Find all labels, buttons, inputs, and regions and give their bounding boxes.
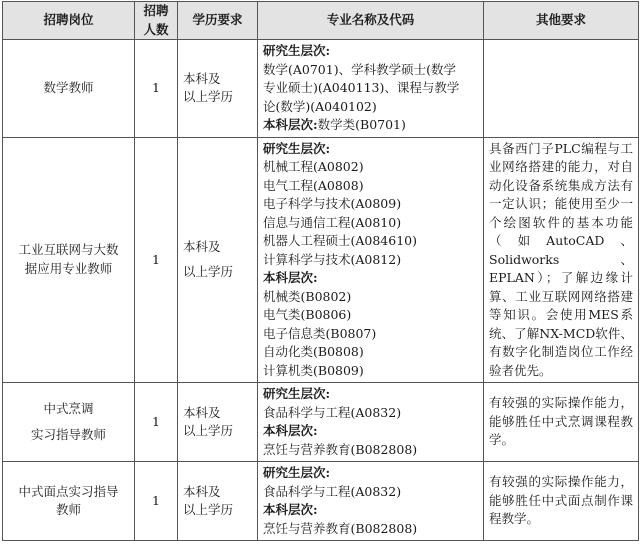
major-line: 机械类(B0802) [263,288,352,304]
major-line: 电气类(B0806) [263,307,352,322]
major-line: 计算机类(B0809) [263,362,364,378]
position-text: 中式面点实习指导 [18,483,119,499]
position-cell [3,462,135,541]
table-row [3,383,639,462]
major-line: 烹饪与营养教育(B082808) [263,441,418,457]
position-text: 工业互联网与大数 [18,242,119,258]
major-inline-value: 数学类(B0701) [317,117,406,132]
education-cell [178,40,258,138]
count-cell: 1 [135,383,178,462]
major-level-label: 研究生层次: [263,386,331,401]
header-count-line: 招聘 [143,3,169,18]
major-level-label: 本科层次: [263,502,318,517]
education-text: 以上学历 [183,423,234,438]
count-cell: 1 [135,137,178,383]
other-cell: 有较强的实际操作能力，能够胜任中式烹调课程教学。 [484,383,639,462]
major-line: 自动化类(B0808) [263,344,364,359]
major-line: 烹饪与营养教育(B082808) [263,520,418,536]
position-cell [3,137,135,383]
major-level-label: 研究生层次: [263,465,331,480]
education-cell [178,462,258,541]
education-text: 本科及 [183,70,221,86]
major-line: 电子信息类(B0807) [263,325,377,341]
major-line: 专业硕士)(A040113)、课程与教学 [263,80,460,95]
header-row [3,2,639,40]
major-cell [258,383,484,462]
header-major: 专业名称及代码 [258,2,484,40]
header-education: 学历要求 [178,2,258,40]
education-text: 以上学历 [183,263,234,279]
count-cell: 1 [135,462,178,541]
education-text: 以上学历 [183,502,234,517]
education-cell [178,383,258,462]
other-cell [484,40,639,138]
major-cell [258,137,484,383]
recruitment-table [2,1,639,541]
header-other: 其他要求 [484,2,639,40]
education-cell [178,137,258,383]
major-line: 电子科学与技术(A0809) [263,196,402,211]
major-line: 计算科学与技术(A0812) [263,251,402,267]
position-text: 教师 [55,502,81,517]
table-row [3,137,639,383]
major-line: 机器人工程硕士(A084610) [263,233,417,248]
education-text: 本科及 [183,404,221,420]
major-cell [258,40,484,138]
other-cell: 有较强的实际操作能力，能够胜任中式面点制作课程教学。 [484,462,639,541]
other-cell: 具备西门子PLC编程与工业网络搭建的能力，对自动化设备系统集成方法有一定认识；能使用至少一个绘图软件的基本功能（如AutoCAD、Solidworks、EPLAN）；了解边缘计算、工业互联网网络搭建等知识。会使用MES系统、了解NX-MCD软件、有数字化制造岗位工作经验者优先。 [484,137,639,383]
table-header [3,2,639,40]
major-line: 食品科学与工程(A0832) [263,483,402,499]
major-line: 论(数学)(A040102) [263,98,377,114]
header-count-line: 人数 [143,21,169,37]
major-level-label: 研究生层次: [263,43,331,58]
major-line: 信息与通信工程(A0810) [263,214,402,230]
position-text: 实习指导教师 [30,427,106,442]
major-level-label: 本科层次: [263,117,318,132]
education-text: 以上学历 [183,89,234,105]
header-position: 招聘岗位 [3,2,135,40]
count-cell: 1 [135,40,178,138]
major-line: 机械工程(A0802) [263,159,364,174]
major-line: 电气工程(A0808) [263,177,364,193]
major-level-label: 研究生层次: [263,140,331,156]
major-line: 食品科学与工程(A0832) [263,404,402,420]
position-text: 据应用专业教师 [24,260,113,276]
position-text: 中式烹调 [43,400,94,416]
position-cell [3,383,135,462]
header-count [135,2,178,40]
education-text: 本科及 [183,239,221,255]
table-row [3,40,639,138]
education-text: 本科及 [183,483,221,499]
position-cell [3,40,135,138]
major-line-inline [263,116,478,135]
major-cell [258,462,484,541]
major-line: 数学(A0701)、学科教学硕士(数学 [263,61,456,77]
major-level-label: 本科层次: [263,270,318,285]
table-row [3,462,639,541]
position-text: 数学教师 [43,80,94,95]
major-level-label: 本科层次: [263,423,318,438]
